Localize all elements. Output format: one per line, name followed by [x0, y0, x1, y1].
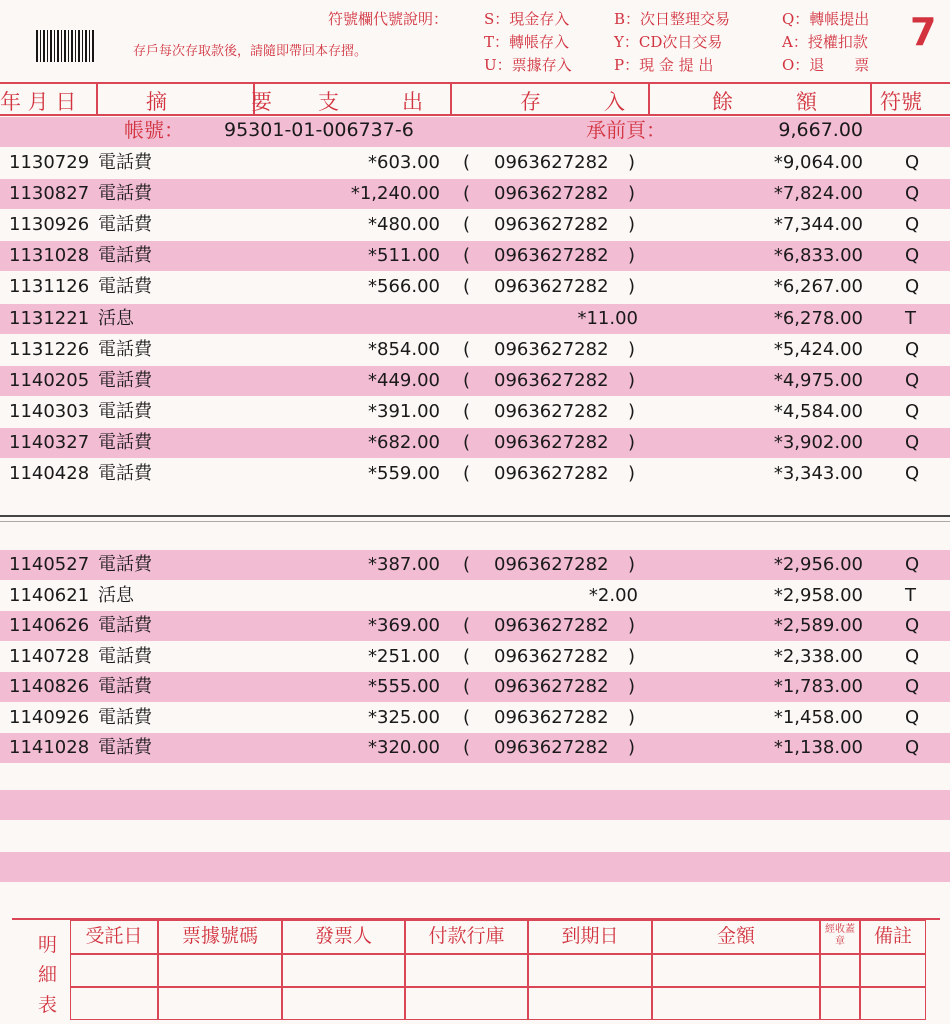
txn-ref-open: ( [463, 737, 471, 758]
transaction-row [0, 241, 950, 271]
txn-ref-close: ) [628, 214, 636, 236]
txn-balance: *3,343.00 [773, 463, 863, 484]
account-number: 95301-01-006737-6 [224, 119, 414, 141]
detail-cell [282, 954, 405, 987]
txn-date: 1131226 [9, 338, 90, 360]
col-header-credit: 存 入 [520, 90, 625, 114]
legend-item: Q：轉帳提出 [782, 10, 870, 28]
txn-ref-open: ( [463, 400, 471, 422]
txn-debit: *251.00 [368, 645, 440, 667]
txn-memo: 電話費 [98, 245, 152, 267]
txn-balance: *2,589.00 [773, 615, 863, 636]
txn-balance: *3,902.00 [773, 431, 863, 453]
txn-balance: *1,458.00 [773, 706, 863, 728]
txn-debit: *320.00 [368, 737, 440, 758]
column-divider [870, 84, 872, 114]
legend-item: T：轉帳存入 [484, 33, 570, 51]
txn-ref-open: ( [463, 338, 471, 360]
detail-header: 經收蓋章 [820, 920, 860, 954]
txn-debit: *449.00 [368, 369, 440, 391]
txn-debit: *559.00 [368, 463, 440, 484]
passbook-notice: 存戶每次存取款後，請隨即帶回本存摺。 [133, 44, 368, 59]
transaction-row [0, 179, 950, 209]
txn-symbol: T [905, 307, 916, 329]
txn-date: 1140205 [9, 369, 90, 391]
txn-memo: 電話費 [98, 183, 152, 205]
detail-header: 發票人 [282, 920, 405, 954]
txn-memo: 電話費 [98, 214, 152, 236]
barcode [36, 30, 94, 62]
txn-balance: *5,424.00 [773, 338, 863, 360]
detail-cell [158, 987, 282, 1020]
txn-ref: 0963627282 [494, 554, 609, 575]
txn-ref-open: ( [463, 706, 471, 728]
txn-memo: 電話費 [98, 276, 152, 298]
transaction-row [0, 550, 950, 580]
txn-balance: *4,975.00 [773, 369, 863, 391]
txn-date: 1140428 [9, 463, 90, 484]
txn-ref: 0963627282 [494, 400, 609, 422]
detail-header: 備註 [860, 920, 926, 954]
txn-memo: 電話費 [98, 369, 152, 391]
txn-date: 1130827 [9, 183, 90, 205]
transaction-row [0, 672, 950, 702]
txn-ref-open: ( [463, 152, 471, 173]
header-top-rule [0, 82, 950, 84]
txn-ref-close: ) [628, 183, 636, 205]
txn-date: 1140728 [9, 645, 90, 667]
transaction-row [0, 733, 950, 763]
txn-ref-open: ( [463, 214, 471, 236]
txn-memo: 電話費 [98, 676, 152, 697]
column-divider [96, 84, 98, 114]
legend-item: U：票據存入 [484, 56, 572, 74]
txn-ref-open: ( [463, 645, 471, 667]
txn-memo: 電話費 [98, 706, 152, 728]
txn-memo: 電話費 [98, 400, 152, 422]
txn-ref: 0963627282 [494, 463, 609, 484]
txn-ref: 0963627282 [494, 183, 609, 205]
txn-balance: *6,278.00 [773, 307, 863, 329]
col-header-memo: 摘 要 [146, 90, 272, 114]
detail-cell [282, 987, 405, 1020]
txn-date: 1131221 [9, 307, 90, 329]
txn-debit: *480.00 [368, 214, 440, 236]
txn-balance: *2,956.00 [773, 554, 863, 575]
txn-balance: *2,958.00 [773, 584, 863, 606]
txn-ref-close: ) [628, 276, 636, 298]
txn-debit: *1,240.00 [350, 183, 440, 205]
page-fold [0, 515, 950, 517]
txn-date: 1140527 [9, 554, 90, 575]
detail-cell [528, 987, 652, 1020]
col-header-date: 年 月 日 [0, 90, 77, 114]
txn-symbol: Q [905, 706, 920, 728]
txn-ref-close: ) [628, 152, 636, 173]
txn-ref: 0963627282 [494, 214, 609, 236]
txn-memo: 電話費 [98, 645, 152, 667]
txn-ref-close: ) [628, 706, 636, 728]
txn-symbol: Q [905, 615, 920, 636]
txn-balance: *7,824.00 [773, 183, 863, 205]
txn-date: 1140926 [9, 706, 90, 728]
txn-symbol: Q [905, 431, 920, 453]
legend-item: Y：CD次日交易 [614, 33, 723, 51]
transaction-row [0, 703, 950, 733]
detail-header: 票據號碼 [158, 920, 282, 954]
txn-debit: *511.00 [368, 245, 440, 267]
txn-symbol: Q [905, 645, 920, 667]
col-header-symbol: 符號 [880, 90, 922, 114]
txn-date: 1140303 [9, 400, 90, 422]
txn-ref: 0963627282 [494, 431, 609, 453]
legend-title: 符號欄代號說明： [328, 10, 449, 28]
txn-debit: *603.00 [368, 152, 440, 173]
detail-side-label: 細 [38, 964, 58, 986]
txn-date: 1141028 [9, 737, 90, 758]
txn-date: 1140621 [9, 584, 90, 606]
detail-header: 受託日 [70, 920, 158, 954]
txn-debit: *369.00 [368, 615, 440, 636]
txn-memo: 活息 [98, 307, 134, 329]
txn-symbol: Q [905, 152, 920, 173]
legend-item: S：現金存入 [484, 10, 570, 28]
txn-ref-open: ( [463, 676, 471, 697]
txn-balance: *4,584.00 [773, 400, 863, 422]
txn-balance: *6,267.00 [773, 276, 863, 298]
txn-debit: *566.00 [368, 276, 440, 298]
transaction-row [0, 335, 950, 365]
detail-cell [70, 954, 158, 987]
txn-ref-close: ) [628, 400, 636, 422]
transaction-row [0, 210, 950, 240]
txn-ref-open: ( [463, 463, 471, 484]
txn-debit: *325.00 [368, 706, 440, 728]
txn-ref-close: ) [628, 245, 636, 267]
txn-credit: *11.00 [577, 307, 638, 329]
txn-symbol: Q [905, 737, 920, 758]
txn-memo: 電話費 [98, 152, 152, 173]
txn-balance: *9,064.00 [773, 152, 863, 173]
col-header-debit: 支 出 [318, 90, 423, 114]
txn-ref: 0963627282 [494, 676, 609, 697]
page-fold-shadow [0, 521, 950, 522]
txn-memo: 電話費 [98, 615, 152, 636]
txn-date: 1130926 [9, 214, 90, 236]
txn-symbol: Q [905, 554, 920, 575]
detail-header: 到期日 [528, 920, 652, 954]
transaction-row [0, 642, 950, 672]
txn-ref-close: ) [628, 338, 636, 360]
txn-credit: *2.00 [588, 584, 638, 606]
txn-symbol: Q [905, 183, 920, 205]
txn-symbol: Q [905, 676, 920, 697]
txn-ref: 0963627282 [494, 245, 609, 267]
legend-item: O：退 票 [782, 56, 870, 74]
detail-side-label: 明 [38, 934, 58, 956]
detail-cell [820, 987, 860, 1020]
txn-ref-close: ) [628, 431, 636, 453]
txn-memo: 電話費 [98, 338, 152, 360]
txn-ref-close: ) [628, 615, 636, 636]
txn-memo: 電話費 [98, 737, 152, 758]
detail-header: 付款行庫 [405, 920, 528, 954]
txn-ref-open: ( [463, 615, 471, 636]
detail-table [12, 918, 940, 1020]
txn-ref-close: ) [628, 463, 636, 484]
transaction-row [0, 397, 950, 427]
txn-date: 1140327 [9, 431, 90, 453]
txn-balance: *7,344.00 [773, 214, 863, 236]
txn-balance: *1,783.00 [773, 676, 863, 697]
transaction-row [0, 366, 950, 396]
carry-forward-label: 承前頁： [586, 118, 666, 142]
txn-ref-close: ) [628, 369, 636, 391]
legend-item: A：授權扣款 [782, 33, 868, 51]
txn-ref-open: ( [463, 554, 471, 575]
col-header-balance: 餘 額 [712, 90, 817, 114]
legend-item: P：現 金 提 出 [614, 56, 714, 74]
txn-date: 1131028 [9, 245, 90, 267]
carry-forward-amount: 9,667.00 [778, 119, 863, 141]
account-label: 帳號： [124, 118, 184, 142]
txn-ref-close: ) [628, 737, 636, 758]
column-divider [450, 84, 452, 114]
empty-row [0, 852, 950, 882]
detail-cell [820, 954, 860, 987]
txn-debit: *387.00 [368, 554, 440, 575]
txn-ref: 0963627282 [494, 276, 609, 298]
transaction-row [0, 611, 950, 641]
txn-symbol: Q [905, 463, 920, 484]
txn-symbol: Q [905, 276, 920, 298]
txn-memo: 活息 [98, 584, 134, 606]
txn-ref-close: ) [628, 554, 636, 575]
transaction-row [0, 272, 950, 302]
txn-debit: *682.00 [368, 431, 440, 453]
column-divider [648, 84, 650, 114]
txn-symbol: Q [905, 400, 920, 422]
txn-ref-open: ( [463, 245, 471, 267]
detail-side-label: 表 [38, 994, 58, 1016]
txn-debit: *391.00 [368, 400, 440, 422]
detail-cell [528, 954, 652, 987]
txn-ref: 0963627282 [494, 706, 609, 728]
txn-ref: 0963627282 [494, 152, 609, 173]
txn-memo: 電話費 [98, 554, 152, 575]
txn-date: 1140626 [9, 615, 90, 636]
txn-memo: 電話費 [98, 431, 152, 453]
legend-item: B：次日整理交易 [614, 10, 731, 28]
detail-cell [70, 987, 158, 1020]
transaction-row [0, 459, 950, 489]
txn-debit: *555.00 [368, 676, 440, 697]
transaction-row [0, 581, 950, 611]
txn-ref-open: ( [463, 183, 471, 205]
txn-symbol: Q [905, 369, 920, 391]
txn-ref-open: ( [463, 431, 471, 453]
txn-balance: *6,833.00 [773, 245, 863, 267]
txn-ref: 0963627282 [494, 338, 609, 360]
txn-balance: *1,138.00 [773, 737, 863, 758]
txn-debit: *854.00 [368, 338, 440, 360]
detail-header: 金額 [652, 920, 820, 954]
txn-ref-open: ( [463, 369, 471, 391]
detail-cell [405, 954, 528, 987]
txn-ref: 0963627282 [494, 645, 609, 667]
detail-cell [652, 987, 820, 1020]
transaction-row [0, 304, 950, 334]
empty-row [0, 790, 950, 820]
transaction-row [0, 148, 950, 178]
txn-balance: *2,338.00 [773, 645, 863, 667]
detail-cell [405, 987, 528, 1020]
txn-ref-close: ) [628, 645, 636, 667]
txn-ref: 0963627282 [494, 369, 609, 391]
txn-symbol: T [905, 584, 916, 606]
page-number: 7 [910, 10, 937, 54]
txn-ref: 0963627282 [494, 615, 609, 636]
transaction-row [0, 428, 950, 458]
txn-ref-open: ( [463, 276, 471, 298]
txn-symbol: Q [905, 245, 920, 267]
detail-cell [860, 987, 926, 1020]
txn-date: 1140826 [9, 676, 90, 697]
detail-cell [652, 954, 820, 987]
txn-date: 1131126 [9, 276, 90, 298]
txn-date: 1130729 [9, 152, 90, 173]
txn-ref-close: ) [628, 676, 636, 697]
detail-cell [158, 954, 282, 987]
txn-symbol: Q [905, 214, 920, 236]
txn-memo: 電話費 [98, 463, 152, 484]
account-row [0, 117, 950, 147]
txn-ref: 0963627282 [494, 737, 609, 758]
txn-symbol: Q [905, 338, 920, 360]
detail-cell [860, 954, 926, 987]
